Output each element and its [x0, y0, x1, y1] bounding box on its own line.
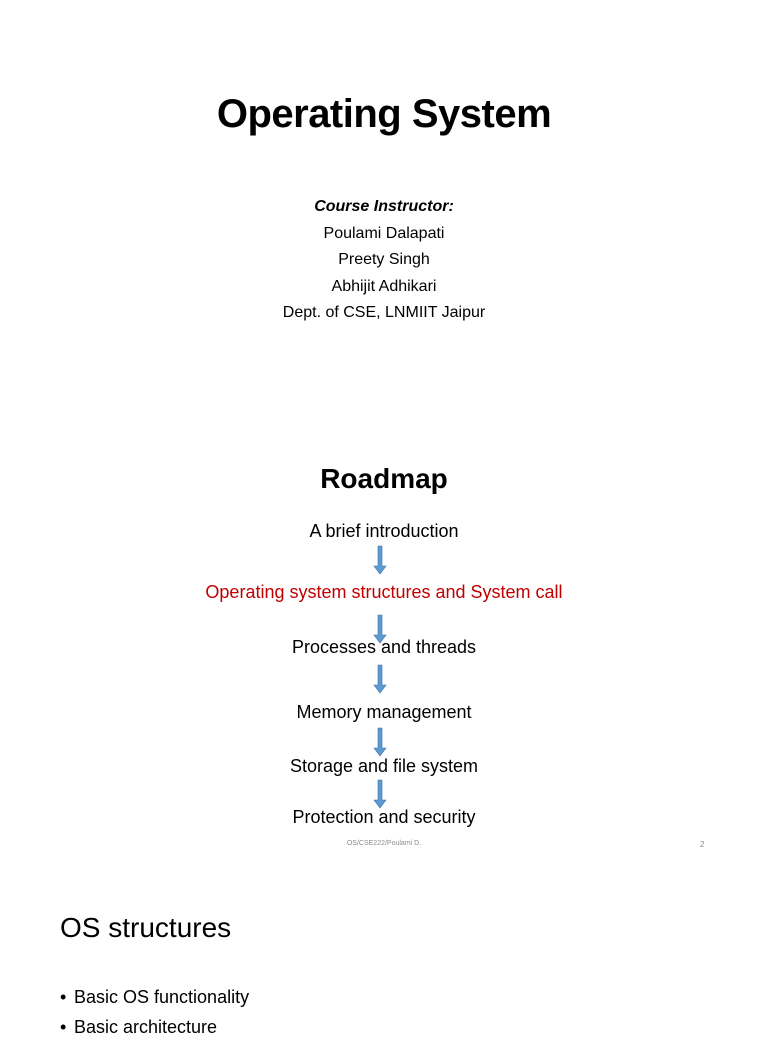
roadmap-step-current: Operating system structures and System call	[205, 582, 563, 602]
page-number: 2	[700, 840, 705, 849]
roadmap-slide	[0, 400, 768, 870]
bullet-list	[60, 982, 249, 1042]
roadmap-step: Memory management	[296, 702, 472, 722]
slide-title: Operating System	[216, 92, 552, 136]
slide-footer: OS/CSE222/Poulami D.	[346, 840, 422, 847]
roadmap-step: Processes and threads	[291, 637, 477, 657]
roadmap-step: Storage and file system	[289, 756, 479, 776]
down-arrow-icon	[373, 780, 387, 808]
instructor-name: Poulami Dalapati	[323, 224, 445, 242]
bullet-item: • Basic architecture	[60, 1012, 249, 1042]
roadmap-title: Roadmap	[320, 463, 448, 494]
instructor-block	[0, 194, 768, 327]
instructor-heading: Course Instructor:	[314, 198, 454, 215]
down-arrow-icon	[373, 665, 387, 693]
down-arrow-icon	[373, 546, 387, 574]
instructor-name: Abhijit Adhikari	[331, 277, 437, 295]
title-slide	[0, 0, 768, 400]
bullet-item: • Basic OS functionality	[60, 982, 249, 1012]
instructor-name: Preety Singh	[338, 251, 430, 268]
os-structures-title: OS structures	[60, 912, 232, 943]
down-arrow-icon	[373, 728, 387, 756]
department: Dept. of CSE, LNMIIT Jaipur	[282, 304, 486, 321]
roadmap-step: Protection and security	[292, 807, 476, 827]
os-structures-slide	[0, 870, 768, 1037]
roadmap-step: A brief introduction	[309, 521, 459, 541]
